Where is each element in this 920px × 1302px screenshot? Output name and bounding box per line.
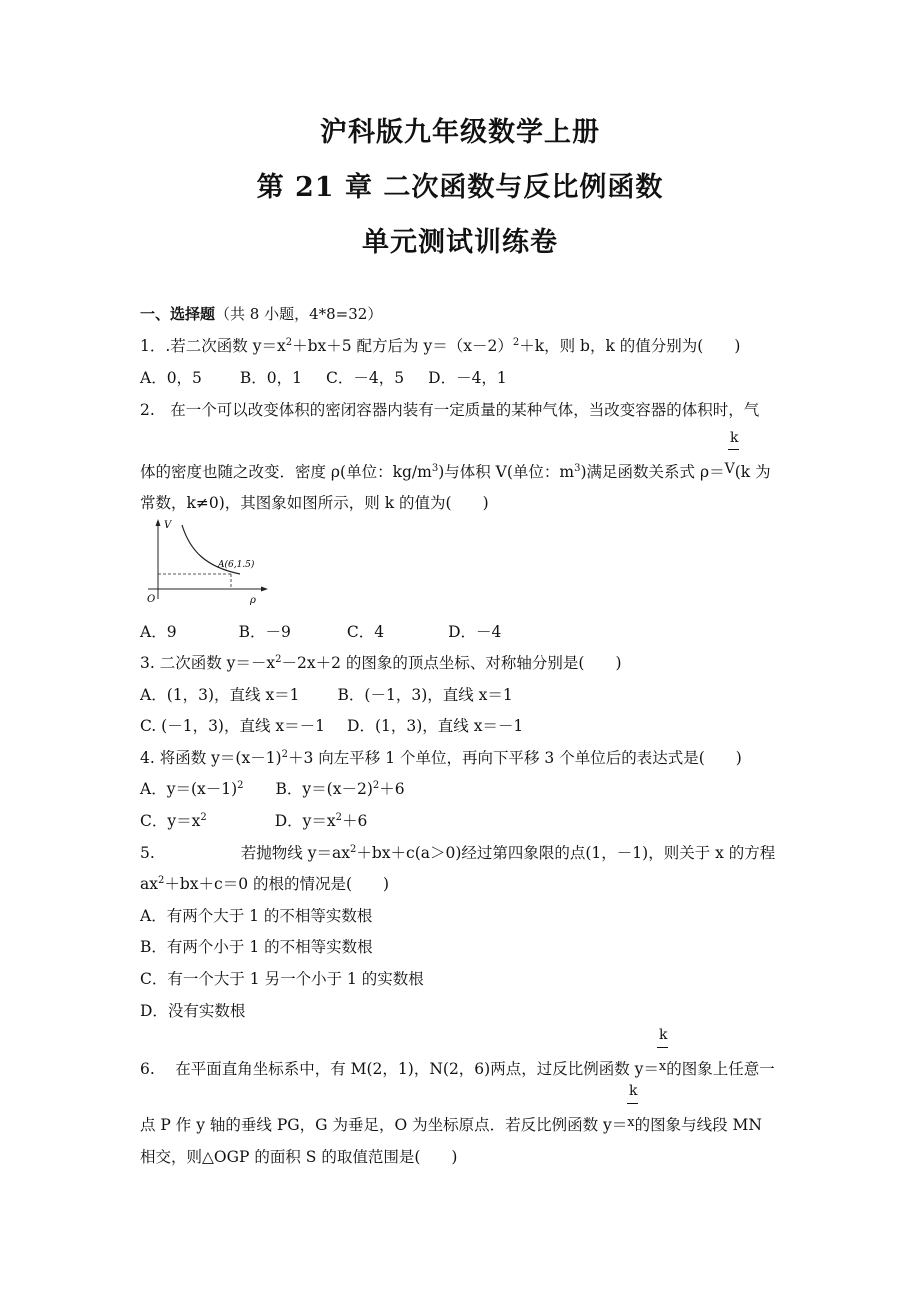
sup: 3	[574, 462, 581, 474]
q5-number: 5.	[140, 844, 155, 862]
point-label: A(6,1.5)	[218, 560, 255, 570]
q1-option-d: D．－4，1	[428, 369, 507, 387]
q3-option-d: D．(1，3)，直线 x＝－1	[347, 717, 524, 735]
q2-option-c: C．4	[346, 623, 385, 641]
sup: 2	[335, 811, 343, 823]
y-axis-label: V	[164, 520, 172, 531]
q6-line2-b: 的图象与线段 MN	[634, 1116, 762, 1134]
q3-options-cd	[140, 714, 523, 736]
doc-title-line1: 沪科版九年级数学上册	[320, 117, 600, 148]
q6-line2-a: 点 P 作 y 轴的垂线 PG，G 为垂足，O 为坐标原点．若反比例函数 y＝	[140, 1116, 628, 1134]
q6-line3: 相交，则△OGP 的面积 S 的取值范围是( )	[140, 1148, 458, 1166]
q1-stem-a: 1．.若二次函数 y＝x	[140, 337, 286, 355]
sup: 2	[281, 748, 288, 760]
q4-options-ab	[140, 777, 405, 799]
q6-line2	[140, 1113, 762, 1135]
doc-title-line2: 第 21 章 二次函数与反比例函数	[256, 172, 664, 203]
q4-option-a: A．y＝(x－1)	[140, 780, 238, 798]
q4-option-b: B．y＝(x－2)	[275, 780, 373, 798]
y-axis-arrow	[156, 519, 161, 526]
doc-title-line3: 单元测试训练卷	[362, 227, 558, 258]
q6-frac2-num: k	[629, 1083, 638, 1099]
q1-option-b: B．0，1	[239, 369, 303, 387]
q1-option-a: A．0，5	[140, 369, 202, 387]
q6-frac1-bar	[657, 1047, 668, 1048]
q2-line1: 2. 在一个可以改变体积的密闭容器内装有一定质量的某种气体，当改变容器的体积时，气	[140, 401, 760, 419]
q2-frac-num: k	[730, 430, 739, 446]
q2-option-d: D．－4	[448, 623, 502, 641]
q4-option-d-tail: ＋6	[342, 812, 368, 830]
q6-frac1-den: x	[658, 1059, 667, 1074]
q3-options-ab	[140, 683, 513, 705]
section-title: 一、选择题	[140, 305, 216, 323]
q6-line1	[140, 1057, 775, 1079]
q6-frac1-num: k	[659, 1027, 668, 1043]
q4-option-c: C．y＝x	[140, 812, 201, 830]
q2-line2-b: )与体积 V(单位：m	[438, 463, 575, 481]
q5-option-c: C．有一个大于 1 另一个小于 1 的实数根	[140, 970, 424, 988]
q2-graph	[140, 517, 270, 607]
sup: 2	[285, 336, 293, 348]
q2-line2-c: )满足函数关系式 ρ＝	[580, 463, 725, 481]
q4-option-d: D．y＝x	[274, 812, 336, 830]
x-axis-label: ρ	[250, 595, 256, 606]
q2-line3: 常数，k≠0)，其图象如图所示，则 k 的值为( )	[140, 494, 489, 512]
q1-stem-c: ＋k，则 b，k 的值分别为( )	[519, 337, 741, 355]
q5-stem-a: 若抛物线 y＝ax	[240, 844, 350, 862]
q2-frac-den: V	[724, 461, 735, 477]
sup: 2	[200, 811, 207, 823]
q6-line1-a: 6. 在平面直角坐标系中，有 M(2，1)，N(2，6)两点，过反比例函数 y＝	[140, 1060, 659, 1078]
q1-options	[140, 366, 507, 388]
q5-option-b: B．有两个小于 1 的不相等实数根	[140, 938, 373, 956]
q6-frac2-bar	[627, 1103, 638, 1104]
q5-stem-b: ＋bx＋c(a＞0)经过第四象限的点(1，－1)，则关于 x 的方程	[356, 844, 776, 862]
q2-line2-d: (k 为	[734, 463, 771, 481]
q1-option-c: C．－4，5	[326, 369, 405, 387]
q5-stem	[140, 841, 775, 863]
sup: 2	[157, 874, 165, 886]
q5-line2-a: ax	[140, 875, 158, 893]
q5-line2-b: ＋bx＋c＝0 的根的情况是( )	[164, 875, 390, 893]
q2-option-b: B．－9	[238, 623, 291, 641]
q4-stem-a: 4. 将函数 y＝(x－1)	[140, 749, 282, 767]
q2-line2-a: 体的密度也随之改变．密度 ρ(单位：kg/m	[140, 463, 432, 481]
x-axis-arrow	[261, 587, 268, 592]
section-note: （共 8 小题，4*8=32）	[215, 305, 383, 323]
q4-stem-b: ＋3 向左平移 1 个单位，再向下平移 3 个单位后的表达式是( )	[287, 749, 742, 767]
q3-option-c: C. (－1，3)，直线 x＝－1	[140, 717, 326, 735]
q2-options	[140, 620, 501, 642]
sup: 2	[275, 653, 282, 665]
q3-stem	[140, 651, 622, 673]
q3-stem-b: －2x＋2 的图象的顶点坐标、对称轴分别是( )	[281, 654, 622, 672]
section-heading	[140, 303, 382, 324]
sup: 2	[512, 336, 520, 348]
q6-frac2-den: x	[627, 1115, 635, 1130]
q3-option-b: B．(－1，3)，直线 x＝1	[337, 686, 513, 704]
q1-stem-b: ＋bx＋5 配方后为 y＝（x－2）	[292, 337, 513, 355]
q2-option-a: A．9	[140, 623, 177, 641]
sup: 2	[372, 779, 380, 791]
sup: 2	[349, 843, 357, 855]
q4-stem	[140, 746, 742, 768]
sup: 3	[431, 462, 439, 474]
q5-option-a: A．有两个大于 1 的不相等实数根	[140, 907, 373, 925]
q1-stem	[140, 334, 740, 356]
q5-option-d: D．没有实数根	[140, 1002, 246, 1020]
q6-line1-b: 的图象上任意一	[666, 1060, 775, 1078]
q3-option-a: A．(1，3)，直线 x＝1	[140, 686, 300, 704]
q3-stem-a: 3. 二次函数 y＝－x	[140, 654, 276, 672]
q5-line2	[140, 872, 389, 894]
origin-label: O	[147, 594, 156, 605]
q2-line2	[140, 460, 771, 482]
sup: 2	[237, 779, 244, 791]
q4-option-b-tail: ＋6	[379, 780, 405, 798]
q4-options-cd	[140, 809, 367, 831]
q2-frac-bar	[728, 449, 739, 450]
